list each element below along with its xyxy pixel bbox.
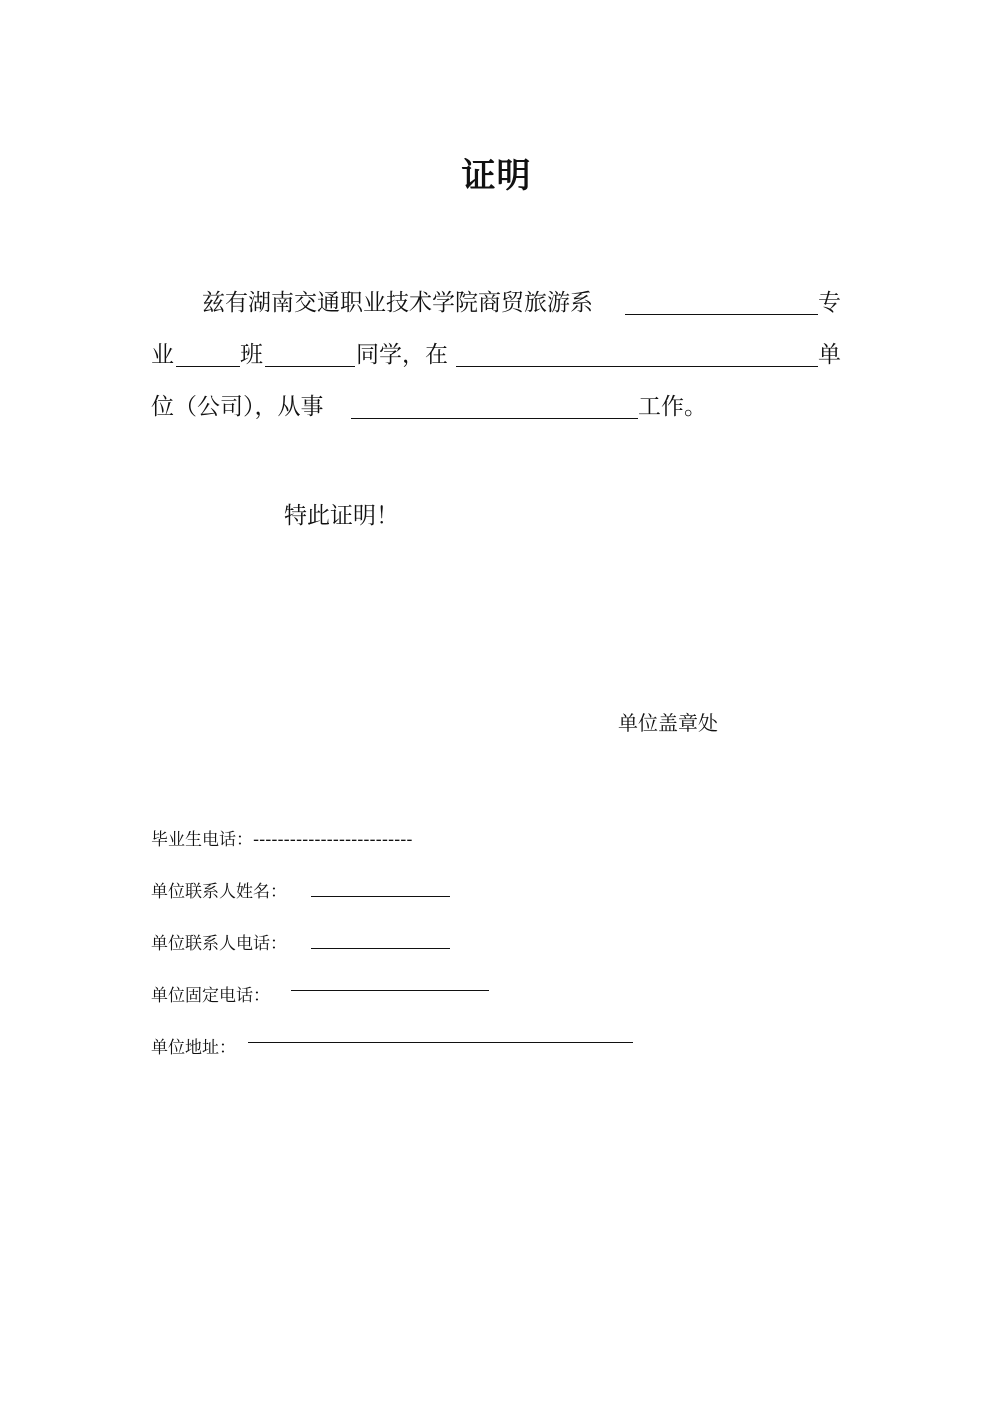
address-field[interactable] [248,1042,633,1043]
student-name-blank[interactable] [265,366,355,367]
page-title: 证明 [461,156,532,196]
closing-statement: 特此证明！ [284,503,399,529]
paragraph-line2-student: 同学，在 [356,342,448,368]
paragraph-line3-end: 工作。 [638,394,707,420]
contact-name-label: 单位联系人姓名： [151,882,287,902]
contact-phone-field[interactable] [311,948,450,949]
paragraph-line2-class: 班 [240,342,263,368]
contact-name-row [151,877,287,902]
grade-blank[interactable] [176,366,240,367]
paragraph-line1-end: 专 [818,290,841,316]
landline-field[interactable] [291,990,489,991]
address-label: 单位地址： [151,1038,236,1058]
paragraph-line2-end: 单 [818,342,841,368]
company-blank[interactable] [456,366,818,367]
contact-name-field[interactable] [311,896,450,897]
graduate-phone-row [151,825,413,850]
paragraph-line3-start: 位（公司），从事 [151,394,324,420]
stamp-label: 单位盖章处 [618,711,718,735]
paragraph-line1-text: 兹有湖南交通职业技术学院商贸旅游系 [202,290,593,316]
paragraph-line2-start: 业 [151,342,174,368]
major-blank[interactable] [625,314,818,315]
graduate-phone-label: 毕业生电话： [151,830,253,850]
landline-row [151,981,270,1006]
graduate-phone-field[interactable]: -------------------------- [253,830,413,850]
contact-phone-row [151,929,287,954]
address-row [151,1033,236,1058]
landline-label: 单位固定电话： [151,986,270,1006]
job-blank[interactable] [351,418,638,419]
contact-phone-label: 单位联系人电话： [151,934,287,954]
